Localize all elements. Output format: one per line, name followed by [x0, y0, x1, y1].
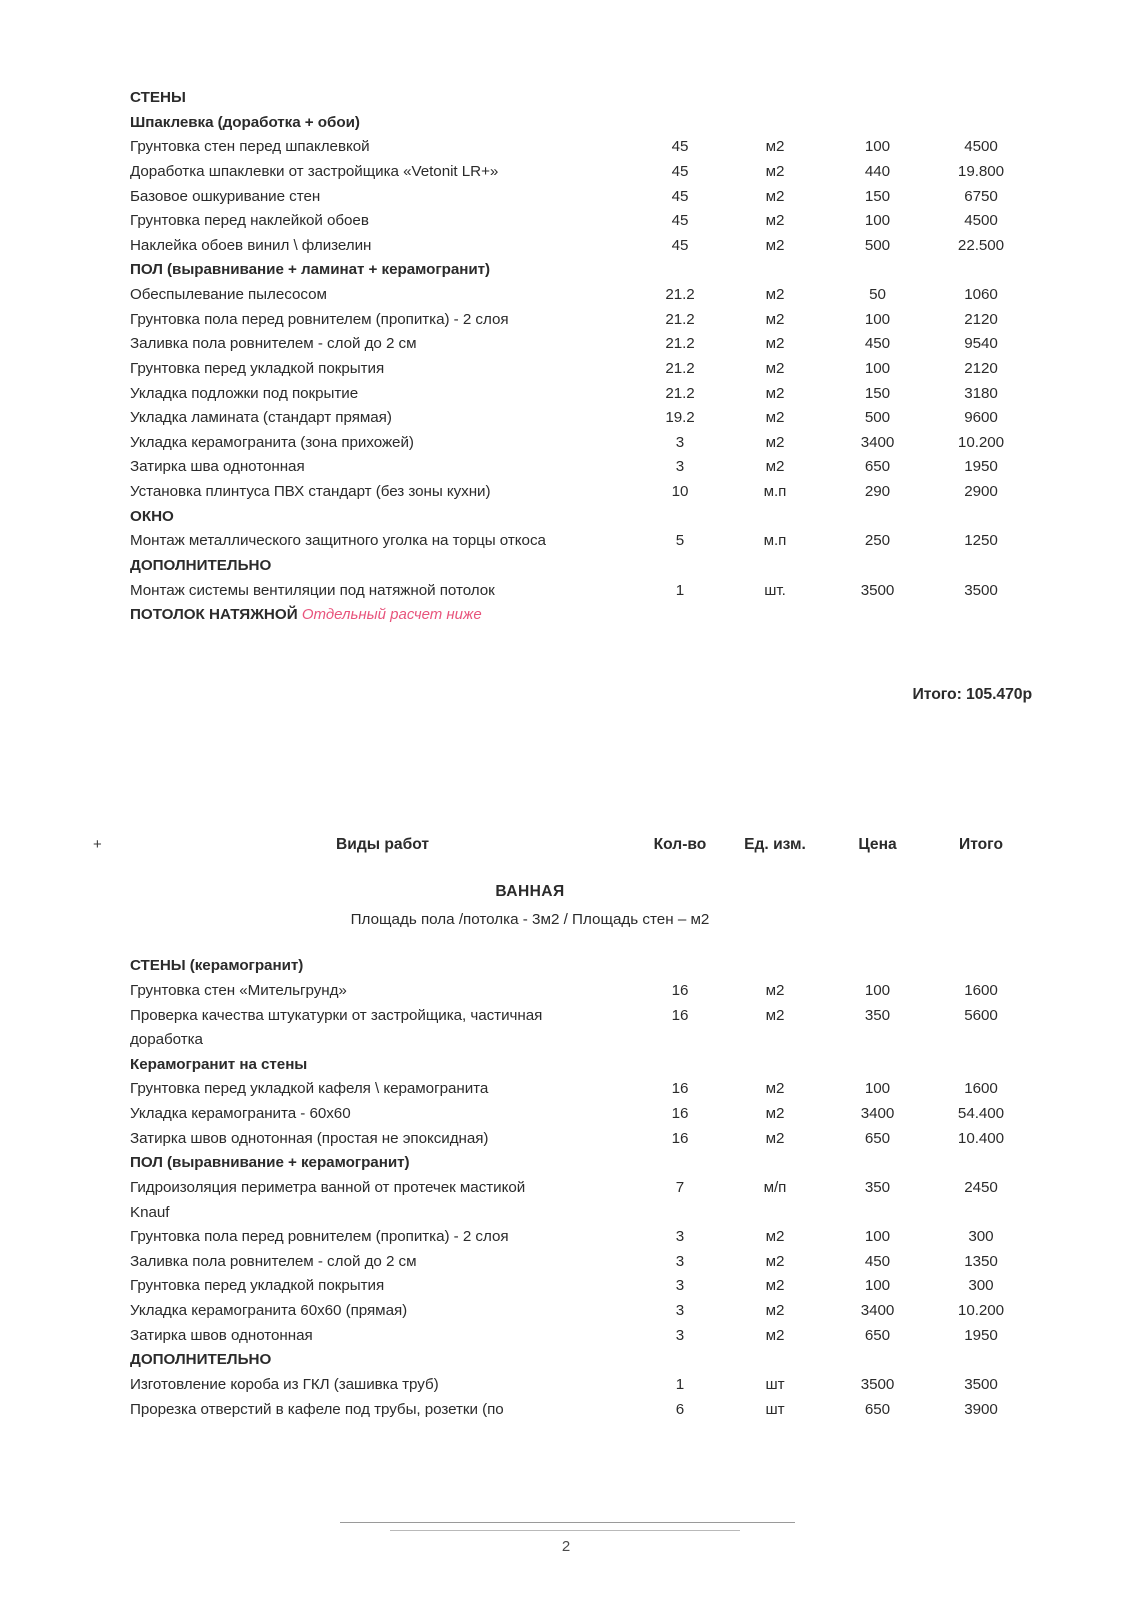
row-unit: м.п [763, 532, 787, 550]
row-price: 3400 [860, 1302, 895, 1319]
row-sum: 9540 [964, 335, 998, 353]
table-row [130, 1299, 1032, 1324]
ceiling-heading-row [130, 603, 1032, 628]
bath-walls-heading-row [130, 954, 1032, 979]
extra-heading: ДОПОЛНИТЕЛЬНО [130, 556, 272, 574]
ceiling-heading-label: ПОТОЛОК НАТЯЖНОЙ [130, 606, 298, 624]
row-unit: м2 [765, 458, 785, 476]
row-sum: 2450 [964, 1178, 998, 1196]
row-description: Укладка подложки под покрытие [130, 384, 359, 402]
row-description: Грунтовка перед укладкой покрытия [130, 1277, 385, 1295]
row-unit: м2 [765, 1105, 785, 1122]
row-unit: шт. [764, 581, 786, 599]
row-price: 290 [864, 483, 891, 500]
row-description: Заливка пола ровнителем - слой до 2 см [130, 335, 417, 353]
extra-heading-row [130, 554, 1032, 579]
walls-heading-row [130, 86, 1032, 111]
row-sum: 1350 [964, 1252, 998, 1270]
row-qty: 10 [671, 483, 689, 500]
footer-divider [340, 1522, 795, 1523]
row-price: 3400 [860, 1105, 895, 1122]
row-unit: м2 [765, 162, 785, 180]
row-sum: 1600 [964, 981, 998, 999]
row-unit: м2 [765, 1326, 785, 1344]
row-price: 350 [864, 1006, 891, 1024]
table-row [130, 1225, 1032, 1250]
column-header-sum: Итого [959, 836, 1003, 853]
tile-heading-row [130, 1053, 1032, 1078]
row-description: Проверка качества штукатурки от застройщика, частичная доработка [130, 1006, 543, 1049]
row-unit: м2 [765, 1277, 785, 1295]
row-qty: 3 [675, 1252, 685, 1270]
table-row [130, 332, 1032, 357]
row-unit: м2 [765, 1006, 785, 1024]
row-unit: м2 [765, 1129, 785, 1147]
section-one-table [130, 86, 1032, 628]
column-header-qty: Кол-во [653, 836, 707, 853]
row-description: Грунтовка пола перед ровнителем (пропитка) - 2 слоя [130, 310, 509, 328]
row-description: Затирка швов однотонная [130, 1326, 313, 1344]
row-qty: 45 [671, 212, 689, 230]
table-row [130, 579, 1032, 604]
bath-floor-heading-row [130, 1151, 1032, 1176]
table-row [130, 979, 1032, 1004]
row-description: Гидроизоляция периметра ванной от протечек мастикой Knauf [130, 1178, 526, 1221]
row-sum: 1950 [964, 458, 998, 476]
row-unit: м2 [765, 433, 785, 451]
row-price: 500 [864, 236, 891, 254]
table-row [130, 1102, 1032, 1127]
row-qty: 1 [675, 581, 685, 599]
row-description: Грунтовка перед укладкой кафеля \ керамогранита [130, 1080, 489, 1098]
row-unit: м.п [763, 483, 787, 500]
row-sum: 22.500 [957, 236, 1005, 254]
row-description: Прорезка отверстий в кафеле под трубы, розетки (по [130, 1400, 504, 1418]
row-unit: шт [765, 1400, 785, 1418]
row-price: 3400 [860, 433, 895, 451]
room-subtitle: Площадь пола /потолка - 3м2 / Площадь стен – м2 [350, 911, 710, 929]
row-price: 650 [864, 1326, 891, 1344]
row-qty: 16 [671, 1080, 689, 1098]
row-qty: 1 [675, 1375, 685, 1393]
row-description: Укладка керамогранита (зона прихожей) [130, 433, 414, 451]
row-qty: 16 [671, 981, 689, 999]
row-qty: 45 [671, 138, 689, 156]
window-heading-row [130, 505, 1032, 530]
row-unit: м2 [765, 138, 785, 156]
table-row [130, 185, 1032, 210]
row-price: 3500 [860, 1375, 895, 1393]
table-row [130, 1398, 1032, 1423]
row-price: 3500 [860, 581, 895, 599]
row-qty: 45 [671, 187, 689, 205]
table-row [130, 308, 1032, 333]
row-unit: м2 [765, 1080, 785, 1098]
table-row [130, 1077, 1032, 1102]
bath-extra-heading: ДОПОЛНИТЕЛЬНО [130, 1351, 272, 1369]
row-unit: м2 [765, 1302, 785, 1319]
table-header-row [130, 832, 1032, 857]
row-price: 100 [864, 1080, 891, 1098]
table-row [130, 160, 1032, 185]
row-qty: 21.2 [665, 384, 695, 402]
row-qty: 45 [671, 162, 689, 180]
row-description: Установка плинтуса ПВХ стандарт (без зоны кухни) [130, 483, 491, 500]
row-description: Грунтовка перед наклейкой обоев [130, 212, 369, 230]
row-qty: 3 [675, 1228, 685, 1246]
ceiling-heading [130, 603, 635, 628]
column-header-price: Цена [858, 836, 897, 853]
row-unit: м/п [763, 1178, 787, 1196]
row-price: 100 [864, 981, 891, 999]
row-unit: м2 [765, 236, 785, 254]
table-row [130, 234, 1032, 259]
table-row [130, 209, 1032, 234]
row-price: 100 [864, 138, 891, 156]
row-sum: 10.200 [957, 1302, 1005, 1319]
floor-heading: ПОЛ (выравнивание + ламинат + керамогранит) [130, 261, 491, 279]
table-row [130, 1250, 1032, 1275]
section-one-total: Итого: 105.470р [912, 686, 1032, 703]
row-description: Затирка шва однотонная [130, 458, 305, 476]
row-price: 100 [864, 1228, 891, 1246]
section-two-table [130, 832, 1032, 1422]
table-row [130, 406, 1032, 431]
row-qty: 19.2 [665, 409, 695, 427]
putty-heading: Шпаклевка (доработка + обои) [130, 113, 360, 131]
table-row [130, 1274, 1032, 1299]
row-unit: м2 [765, 335, 785, 353]
row-description: Наклейка обоев винил \ флизелин [130, 236, 372, 254]
row-qty: 21.2 [665, 310, 695, 328]
row-qty: 3 [675, 433, 685, 451]
row-unit: м2 [765, 384, 785, 402]
row-description: Доработка шпаклевки от застройщика «Vetonit LR+» [130, 162, 499, 180]
row-price: 650 [864, 1400, 891, 1418]
row-price: 250 [864, 532, 891, 550]
row-sum: 10.400 [957, 1129, 1005, 1147]
row-sum: 4500 [964, 212, 998, 230]
row-description: Грунтовка стен перед шпаклевкой [130, 138, 370, 156]
row-description: Затирка швов однотонная (простая не эпоксидная) [130, 1129, 489, 1147]
row-description: Заливка пола ровнителем - слой до 2 см [130, 1252, 417, 1270]
row-unit: м2 [765, 212, 785, 230]
putty-heading-row [130, 111, 1032, 136]
row-description: Грунтовка пола перед ровнителем (пропитка) - 2 слоя [130, 1228, 509, 1246]
page-number: 2 [561, 1538, 571, 1555]
row-sum: 1600 [964, 1080, 998, 1098]
row-price: 440 [864, 162, 891, 180]
table-row [130, 283, 1032, 308]
row-price: 450 [864, 1252, 891, 1270]
window-heading: ОКНО [130, 507, 174, 525]
row-qty: 21.2 [665, 286, 695, 303]
column-header-description: Виды работ [336, 836, 429, 853]
walls-heading: СТЕНЫ [130, 89, 186, 106]
row-price: 100 [864, 1277, 891, 1295]
row-sum: 300 [968, 1228, 994, 1246]
row-price: 350 [864, 1178, 891, 1196]
row-sum: 2900 [964, 483, 998, 500]
ceiling-note: Отдельный расчет ниже [301, 606, 482, 624]
row-sum: 19.800 [957, 162, 1005, 180]
bath-extra-heading-row [130, 1348, 1032, 1373]
row-sum: 3900 [964, 1400, 998, 1418]
row-qty: 16 [671, 1129, 689, 1147]
row-qty: 7 [675, 1178, 685, 1196]
row-unit: м2 [765, 1252, 785, 1270]
room-title: ВАННАЯ [495, 883, 565, 901]
row-sum: 3180 [964, 384, 998, 402]
row-price: 150 [864, 384, 891, 402]
row-description: Изготовление короба из ГКЛ (зашивка труб) [130, 1375, 439, 1393]
row-sum: 1060 [964, 286, 998, 303]
table-row [130, 455, 1032, 480]
row-unit: м2 [765, 286, 785, 303]
column-header-unit: Ед. изм. [744, 836, 806, 853]
row-sum: 300 [968, 1277, 994, 1295]
row-price: 150 [864, 187, 891, 205]
row-unit: м2 [765, 409, 785, 427]
row-sum: 2120 [964, 310, 998, 328]
row-qty: 21.2 [665, 359, 695, 377]
table-row [130, 1004, 1032, 1053]
table-row [130, 529, 1032, 554]
row-sum: 54.400 [957, 1105, 1005, 1122]
table-row [130, 357, 1032, 382]
table-row [130, 1324, 1032, 1349]
row-unit: шт [765, 1375, 785, 1393]
plus-icon[interactable]: + [93, 836, 102, 853]
row-sum: 6750 [964, 187, 998, 205]
row-sum: 3500 [964, 581, 998, 599]
row-description: Укладка керамогранита - 60х60 [130, 1105, 351, 1122]
row-sum: 4500 [964, 138, 998, 156]
row-unit: м2 [765, 359, 785, 377]
row-description: Обеспылевание пылесосом [130, 286, 327, 303]
table-row [130, 135, 1032, 160]
bath-walls-heading: СТЕНЫ (керамогранит) [130, 957, 304, 975]
row-description: Укладка ламината (стандарт прямая) [130, 409, 392, 427]
row-qty: 3 [675, 458, 685, 476]
row-price: 50 [869, 286, 886, 303]
row-price: 100 [864, 310, 891, 328]
row-sum: 2120 [964, 359, 998, 377]
row-qty: 45 [671, 236, 689, 254]
row-price: 650 [864, 458, 891, 476]
row-sum: 3500 [964, 1375, 998, 1393]
row-description: Монтаж системы вентиляции под натяжной потолок [130, 581, 495, 599]
table-row [130, 382, 1032, 407]
row-sum: 10.200 [957, 433, 1005, 451]
table-row [130, 431, 1032, 456]
row-description: Грунтовка перед укладкой покрытия [130, 359, 385, 377]
row-price: 650 [864, 1129, 891, 1147]
row-price: 450 [864, 335, 891, 353]
row-price: 100 [864, 212, 891, 230]
row-unit: м2 [765, 310, 785, 328]
row-sum: 1950 [964, 1326, 998, 1344]
row-price: 100 [864, 359, 891, 377]
row-qty: 16 [671, 1105, 689, 1122]
row-qty: 21.2 [665, 335, 695, 353]
row-description: Укладка керамогранита 60х60 (прямая) [130, 1302, 408, 1319]
table-row [130, 480, 1032, 505]
table-row [130, 1373, 1032, 1398]
row-description: Монтаж металлического защитного уголка на торцы откоса [130, 532, 546, 550]
row-unit: м2 [765, 1228, 785, 1246]
table-row [130, 1127, 1032, 1152]
row-description: Грунтовка стен «Мительгрунд» [130, 981, 347, 999]
footer-divider-secondary [390, 1530, 740, 1531]
tile-heading: Керамогранит на стены [130, 1055, 308, 1073]
row-description: Базовое ошкуривание стен [130, 187, 321, 205]
row-price: 500 [864, 409, 891, 427]
row-qty: 16 [671, 1006, 689, 1024]
floor-heading-row [130, 258, 1032, 283]
row-sum: 9600 [964, 409, 998, 427]
row-qty: 3 [675, 1277, 685, 1295]
bath-floor-heading: ПОЛ (выравнивание + керамогранит) [130, 1154, 410, 1172]
row-qty: 3 [675, 1326, 685, 1344]
row-qty: 6 [675, 1400, 685, 1418]
row-unit: м2 [765, 981, 785, 999]
row-qty: 5 [675, 532, 685, 550]
table-row [130, 1176, 1032, 1225]
row-unit: м2 [765, 187, 785, 205]
row-sum: 5600 [964, 1006, 998, 1024]
row-qty: 3 [675, 1302, 685, 1319]
row-sum: 1250 [964, 532, 998, 550]
